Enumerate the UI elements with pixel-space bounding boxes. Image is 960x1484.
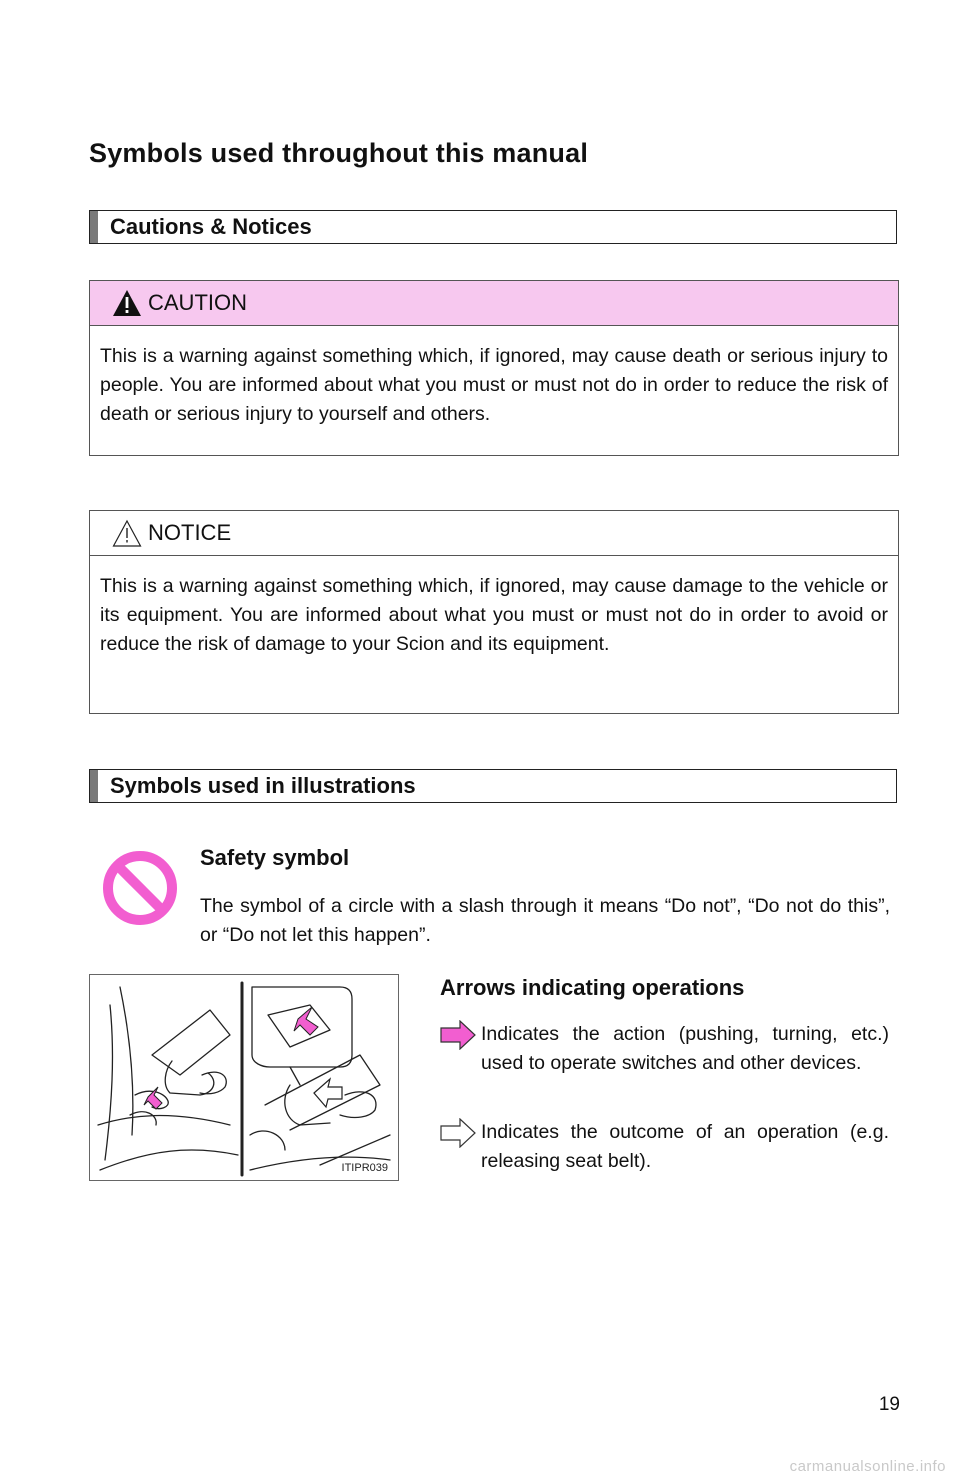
outcome-arrow-icon [440, 1118, 476, 1148]
section-heading-label: Symbols used in illustrations [110, 773, 416, 798]
action-arrow-icon [440, 1020, 476, 1050]
seatbelt-illustration [89, 974, 399, 1181]
safety-symbol-text: The symbol of a circle with a slash through it means “Do not”, “Do not do this”, or “Do not let this happen”. [200, 895, 890, 946]
section-heading-cautions [89, 210, 897, 244]
notice-label: NOTICE [148, 520, 232, 545]
notice-box [89, 510, 899, 714]
seatbelt-illustration-drawing [90, 975, 398, 1180]
outcome-arrow-text: Indicates the outcome of an operation (e.g. releasing seat belt). [481, 1121, 889, 1172]
warning-filled-icon [112, 289, 142, 317]
page-number: 19 [878, 1394, 900, 1415]
warning-outline-icon [112, 519, 142, 547]
caution-box [89, 280, 899, 456]
caution-header [90, 281, 898, 326]
section-stripe [90, 211, 98, 243]
illustration-code: ITIPR039 [341, 1162, 388, 1174]
section-heading-label: Cautions & Notices [110, 214, 312, 239]
caution-text: This is a warning against something which, if ignored, may cause death or serious injury to people. You are informed about what you must or must not do in order to reduce the risk of death or serious injury to yourself and others. [100, 345, 888, 425]
notice-header [90, 511, 898, 556]
section-stripe [90, 770, 98, 802]
notice-text: This is a warning against something which, if ignored, may cause damage to the vehicle or its equipment. You are informed about what you must or must not do in order to avoid or reduce the risk of damage to your Scion and its equipment. [100, 575, 888, 655]
section-heading-illustrations [89, 769, 897, 803]
footer-watermark[interactable]: carmanualsonline.info [789, 1458, 946, 1475]
arrows-title: Arrows indicating operations [440, 975, 745, 1000]
page-title: Symbols used throughout this manual [89, 138, 589, 168]
prohibition-icon [100, 848, 180, 928]
safety-symbol-title: Safety symbol [200, 845, 350, 870]
action-arrow-text: Indicates the action (pushing, turning, etc.) used to operate switches and other devices. [481, 1023, 889, 1074]
caution-label: CAUTION [148, 290, 247, 315]
